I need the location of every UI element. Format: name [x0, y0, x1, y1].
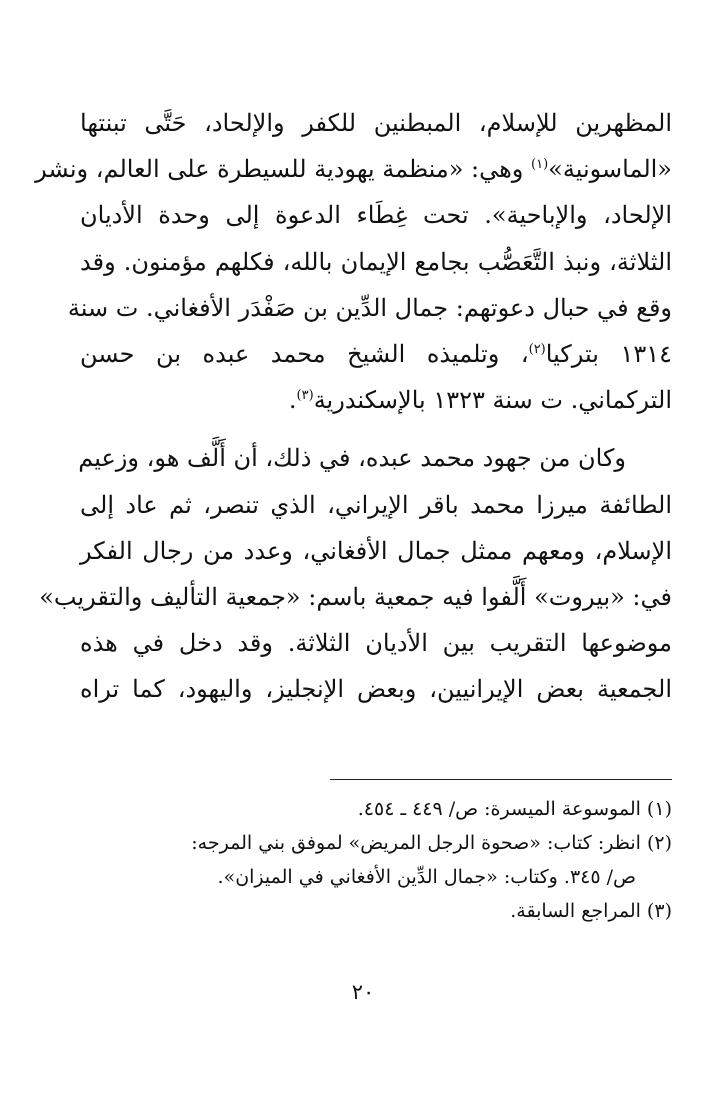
text-line	[80, 377, 672, 423]
text-span: .	[288, 386, 297, 415]
text-line	[35, 146, 672, 192]
footnote-1: (١) الموسوعة الميسرة: ص/ ٤٤٩ ـ ٤٥٤.	[357, 798, 672, 820]
text-span: التركماني. ت سنة ١٣٢٣ بالإسكندرية	[313, 386, 672, 415]
footnote-3: (٣) المراجع السابقة.	[510, 900, 672, 922]
text-line: الطائفة ميرزا محمد باقر الإيراني، الذي تنصر، ثم عاد إلى	[80, 490, 672, 519]
text-line: الإلحاد، والإباحية». تحت غِطَاء الدعوة إلى وحدة الأديان	[80, 201, 672, 230]
footnotes	[80, 792, 672, 928]
footnote-2: (٢) انظر: كتاب: «صحوة الرجل المريض» لموفق بني المرجه:	[191, 832, 672, 854]
text-span: ، وتلميذه الشيخ محمد عبده بن حسن	[80, 340, 529, 369]
main-text	[35, 100, 672, 713]
text-line: وكان من جهود محمد عبده، في ذلك، أن أَلَّف هو، وزعيم	[78, 444, 626, 473]
text-span: «الماسونية»	[548, 155, 672, 184]
text-line: موضوعها التقريب بين الأديان الثلاثة. وقد دخل في هذه	[80, 629, 672, 658]
text-line: وقع في حبال دعوتهم: جمال الدِّين بن صَفْدَر الأفغاني. ت سنة	[67, 293, 672, 322]
paragraph-1	[35, 100, 672, 423]
text-line: الإسلام، ومعهم ممثل جمال الأفغاني، وعدد من رجال الفكر	[80, 536, 672, 565]
text-line: في: «بيروت» أَلَّفوا فيه جمعية باسم: «جمعية التأليف والتقريب»	[39, 583, 672, 612]
text-line	[80, 331, 672, 377]
text-span: ١٣١٤ بتركيا	[545, 340, 672, 369]
footnote-ref-3[interactable]: (٣)	[296, 388, 314, 404]
page-number: ٢٠	[351, 980, 375, 1004]
paragraph-2	[39, 435, 672, 712]
footnote-ref-2[interactable]: (٢)	[528, 342, 546, 358]
footnote-ref-1[interactable]: (١)	[531, 157, 549, 173]
footnote-separator	[330, 779, 672, 780]
text-line: الجمعية بعض الإيرانيين، وبعض الإنجليز، واليهود، كما تراه	[80, 675, 672, 704]
footnote-2-continued: ص/ ٣٤٥. وكتاب: «جمال الدِّين الأفغاني في الميزان».	[217, 866, 636, 888]
text-span: وهي: «منظمة يهودية للسيطرة على العالم، ونشر	[35, 155, 532, 184]
text-line: المظهرين للإسلام، المبطنين للكفر والإلحاد، حَتَّى تبنتها	[80, 109, 672, 137]
text-line: الثلاثة، ونبذ التَّعَصُّب بجامع الإيمان بالله، فكلهم مؤمنون. وقد	[80, 247, 672, 276]
